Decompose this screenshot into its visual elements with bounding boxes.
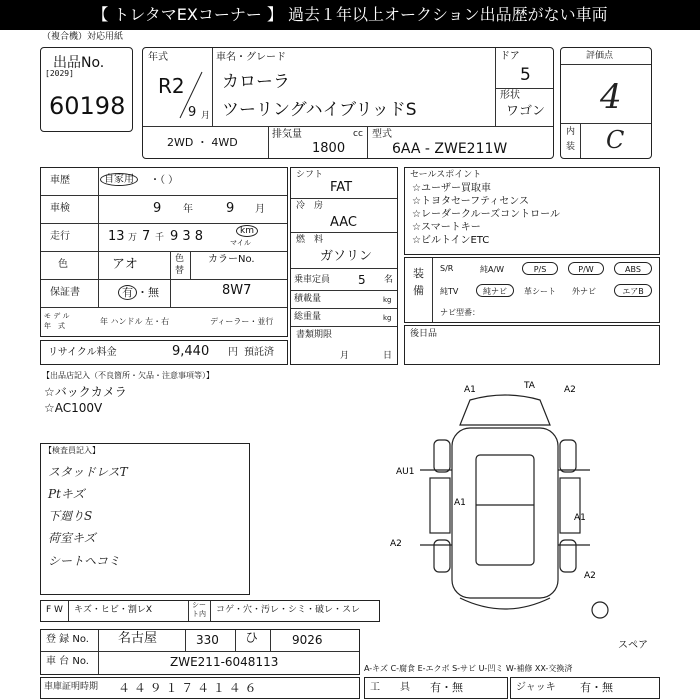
spare-label: スペア (618, 640, 648, 651)
cert-label: 車庫証明時期 (44, 682, 99, 692)
mileage-unit-mile: マイル (230, 239, 251, 247)
shape-value: ワゴン (506, 104, 546, 119)
diagram-mark: A1 (574, 513, 586, 523)
history-rest: ・（ ） (150, 175, 179, 186)
diagram-mark: AU1 (396, 467, 415, 477)
registration-number: 9026 (292, 633, 323, 647)
gross-unit: kg (383, 314, 392, 322)
car-cabin (476, 455, 534, 565)
year-month: 9 (188, 105, 197, 120)
inspection-label: 車検 (50, 203, 70, 214)
inspector-note: 荷室キズ (48, 531, 96, 545)
history-label: 車歴 (50, 175, 70, 186)
recycle-unit: 円 (228, 347, 238, 358)
recycle-note: 預託済 (244, 347, 274, 358)
year-month-unit: 月 (201, 111, 211, 121)
exhibitor-item: ☆バックカメラ (44, 385, 127, 399)
shape-label: 形状 (500, 90, 520, 101)
interior-value: C (606, 126, 625, 154)
diagram-mark: A2 (584, 571, 596, 581)
registration-label: 登 録 No. (46, 634, 89, 645)
registration-city: 名古屋 (118, 631, 158, 646)
fw-label: F W (46, 605, 63, 615)
mileage-sen-unit: 千 (155, 233, 165, 243)
registration-kana: ひ (245, 631, 259, 646)
score-value: 4 (600, 77, 622, 117)
model-grade: ツーリングハイブリッドS (222, 100, 417, 120)
inspection-year: 9 (153, 201, 162, 216)
fuel-label: 燃 料 (296, 235, 324, 245)
car-body (452, 428, 558, 598)
doc-period-label: 書類期限 (296, 330, 333, 340)
seat-label-1: シー (192, 601, 206, 609)
year-era: R2 (158, 74, 185, 98)
subheader: （複合機）対応用紙 (42, 32, 124, 42)
capacity-label: 乗車定員 (294, 275, 331, 285)
displacement-label: 排気量 (272, 129, 302, 140)
doc-period-day-unit: 日 (383, 351, 393, 361)
equipment-label-1: 装 (413, 267, 424, 280)
recycle-label: リサイクル料金 (48, 347, 117, 358)
seat-items: コゲ・穴・汚レ・シミ・破レ・スレ (216, 605, 361, 615)
sales-item: ☆ビルトインETC (412, 235, 490, 246)
equip-leather: 革シート (524, 287, 556, 296)
ac-value: AAC (330, 215, 357, 230)
fw-items: キズ・ヒビ・割レX (74, 605, 152, 615)
cert-digits: ４ ４ ９ １ ７ ４ １ ４ ６ (118, 681, 257, 695)
warranty-label: 保証書 (50, 287, 80, 298)
jack-label: ジャッキ (516, 682, 556, 693)
equip-tv: 純TV (440, 287, 459, 296)
sales-item: ☆レーダークルーズコントロール (412, 209, 560, 220)
chassis-label: 車 台 No. (46, 656, 89, 667)
mileage-rest: 9 3 8 (170, 229, 204, 244)
equip-nav-model: ナビ型番： (440, 308, 480, 317)
sales-item: ☆スマートキー (412, 222, 481, 233)
equip-genuine-nav: 純ナビ (476, 284, 514, 297)
load-label: 積載量 (294, 294, 322, 304)
lot-label: 出品No. (53, 55, 105, 71)
color-value: アオ (112, 257, 138, 272)
mileage-man-unit: 万 (128, 233, 138, 243)
model-year-handle: 年 ハンドル 左・右 (100, 317, 170, 326)
diagram-mark: A2 (564, 385, 576, 395)
banner: 【 トレタマEXコーナー 】 過去１年以上オークション出品歴がない車両 (0, 0, 700, 30)
model-code-value: 6AA - ZWE211W (392, 141, 508, 157)
capacity-unit: 名 (384, 275, 394, 285)
car-rear-outline (460, 395, 550, 425)
inspection-month-unit: 月 (255, 204, 265, 215)
doc-period-unit: 月 (340, 351, 350, 361)
model-name: カローラ (222, 72, 290, 92)
wheel-rear-left (434, 440, 450, 472)
shift-label: シフト (296, 170, 324, 180)
ac-label: 冷 房 (296, 201, 324, 211)
diagram-mark: A1 (454, 498, 466, 508)
warranty-value: 有 ・無 (118, 287, 159, 298)
displacement-unit: cc (353, 129, 363, 139)
year-label: 年式 (148, 52, 168, 63)
car-diagram (390, 370, 610, 630)
diagram-mark: TA (524, 381, 535, 391)
sales-label: セールスポイント (410, 170, 482, 180)
color-code: 8W7 (222, 283, 252, 298)
inspector-note: 下廻りS (48, 509, 93, 523)
history-value: 自家用 (100, 175, 138, 185)
after-purchase-label: 後日品 (410, 329, 438, 339)
drive-value: 2WD ・ 4WD (167, 136, 238, 149)
model-year-dealer: ディーラー・並行 (210, 317, 274, 326)
inspection-year-unit: 年 (183, 204, 193, 215)
mileage-unit-km: km (236, 227, 258, 236)
color-label: 色 (58, 259, 68, 270)
door-right-rear (560, 478, 580, 533)
inspection-month: 9 (226, 201, 235, 216)
interior-label-2: 装 (566, 142, 576, 152)
equip-airbag: エアB (614, 284, 652, 297)
equip-alloy: 純A/W (480, 265, 505, 274)
gross-label: 総重量 (294, 312, 322, 322)
chassis-value: ZWE211-6048113 (170, 655, 279, 669)
inspector-note: Ptキズ (48, 487, 85, 501)
registration-class: 330 (196, 633, 219, 647)
diagram-mark: A1 (464, 385, 476, 395)
inspector-label: 【検査員記入】 (44, 446, 100, 455)
vehicle-info-box (40, 167, 288, 337)
color-change-2: 替 (175, 266, 185, 276)
mileage-sen: 7 (142, 229, 151, 244)
exhibitor-item: ☆AC100V (44, 401, 103, 415)
equip-pw: P/W (568, 262, 604, 275)
inspector-note: スタッドレスT (48, 465, 128, 479)
inspector-note: シートヘコミ (48, 554, 121, 568)
interior-label-1: 内 (566, 127, 576, 137)
jack-value: 有・無 (580, 681, 613, 694)
model-year-label-1: モ デ ル (44, 312, 70, 320)
door-value: 5 (520, 65, 531, 85)
lot-number: 60198 (49, 92, 126, 120)
model-label: 車名・グレード (216, 52, 286, 63)
car-front-outline (460, 598, 550, 609)
shift-value: FAT (330, 180, 353, 195)
wheel-rear-right (560, 440, 576, 472)
seat-label-2: ト内 (192, 610, 206, 618)
equip-ps: P/S (522, 262, 558, 275)
tools-value: 有・無 (430, 681, 463, 694)
door-label: ドア (500, 51, 520, 62)
after-purchase-box (404, 325, 660, 365)
capacity-value: 5 (358, 273, 366, 287)
model-code-label: 型式 (372, 129, 392, 140)
recycle-value: 9,440 (172, 344, 210, 359)
equip-ext-nav: 外ナビ (572, 287, 596, 296)
fuel-value: ガソリン (320, 249, 373, 264)
mileage-man: 13 (108, 229, 125, 244)
lot-box (40, 47, 133, 132)
exhibitor-label: 【出品店記入（不良箇所・欠品・注意事項等）】 (42, 371, 214, 380)
diagram-mark: A2 (390, 539, 402, 549)
load-unit: kg (383, 296, 392, 304)
equip-sr: S/R (440, 264, 454, 273)
score-label: 評価点 (586, 51, 614, 61)
sales-item: ☆トヨタセーフティセンス (412, 196, 529, 207)
color-change-1: 色 (175, 254, 185, 264)
equip-abs: ABS (614, 262, 652, 275)
door-left-rear (430, 478, 450, 533)
model-year-label-2: 年 式 (44, 322, 65, 330)
displacement-value: 1800 (312, 141, 346, 156)
tools-label: 工 具 (370, 682, 410, 693)
equipment-label-2: 備 (413, 284, 424, 297)
lot-tag: [2029] (45, 69, 74, 78)
spare-tire (592, 602, 608, 618)
sales-item: ☆ユーザー買取車 (412, 183, 491, 194)
color-code-label: カラーNo. (208, 254, 255, 265)
legend: A-キズ C-腐食 E-エクボ S-サビ U-凹ミ W-補修 XX-交換済 (364, 664, 573, 673)
mileage-label: 走行 (50, 231, 70, 242)
